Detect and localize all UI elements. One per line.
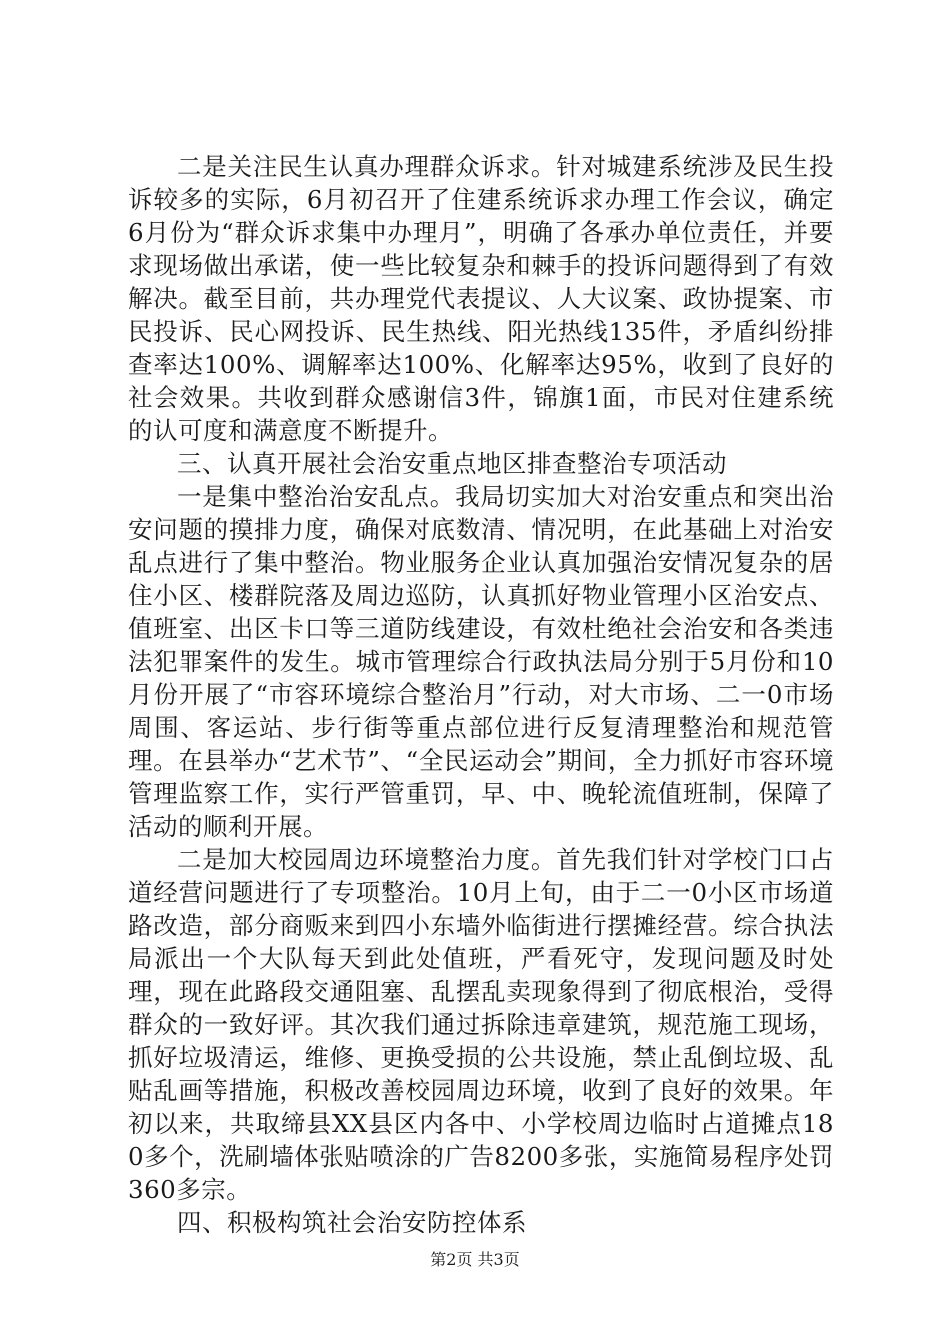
page-footer: 第2页 共3页 [430, 1250, 520, 1269]
section-heading-three: 三、认真开展社会治安重点地区排查整治专项活动 [177, 449, 727, 478]
paragraph-campus-environment: 二是加大校园周边环境整治力度。首先我们针对学校门口占道经营问题进行了专项整治。10月上旬，由于二一0小区市场道路改造，部分商贩来到四小东墙外临街进行摆摊经营。综合执法局派出一个大队每天到此处值班，严看死守，发现问题及时处理，现在此路段交通阻塞、乱摆乱卖现象得到了彻底根治，受得群众的一致好评。其次我们通过拆除违章建筑，规范施工现场，抓好垃圾清运，维修、更换受损的公共设施，禁止乱倒垃圾、乱贴乱画等措施，积极改善校园周边环境，收到了良好的效果。年初以来，共取缔县XX县区内各中、小学校周边临时占道摊点180多个，洗刷墙体张贴喷涂的广告8200多张，实施简易程序处罚360多宗。 [128, 845, 834, 1204]
section-heading-four: 四、积极构筑社会治安防控体系 [177, 1208, 527, 1237]
paragraph-security-hotspots: 一是集中整治治安乱点。我局切实加大对治安重点和突出治安问题的摸排力度，确保对底数清、情况明，在此基础上对治安乱点进行了集中整治。物业服务企业认真加强治安情况复杂的居住小区、楼群院落及周边巡防，认真抓好物业管理小区治安点、值班室、出区卡口等三道防线建设，有效杜绝社会治安和各类违法犯罪案件的发生。城市管理综合行政执法局分别于5月份和10月份开展了“市容环境综合整治月”行动，对大市场、二一0市场周围、客运站、步行街等重点部位进行反复清理整治和规范管理。在县举办“艺术节”、“全民运动会”期间，全力抓好市容环境管理监察工作，实行严管重罚，早、中、晚轮流值班制，保障了活动的顺利开展。 [128, 482, 834, 841]
paragraph-public-appeals: 二是关注民生认真办理群众诉求。针对城建系统涉及民生投诉较多的实际，6月初召开了住建系统诉求办理工作会议，确定6月份为“群众诉求集中办理月”，明确了各承办单位责任，并要求现场做出承诺，使一些比较复杂和棘手的投诉问题得到了有效解决。截至目前，共办理党代表提议、人大议案、政协提案、市民投诉、民心网投诉、民生热线、阳光热线135件，矛盾纠纷排查率达100%、调解率达100%、化解率达95%，收到了良好的社会效果。共收到群众感谢信3件，锦旗1面，市民对住建系统的认可度和满意度不断提升。 [128, 152, 834, 445]
document-body [128, 150, 834, 1239]
